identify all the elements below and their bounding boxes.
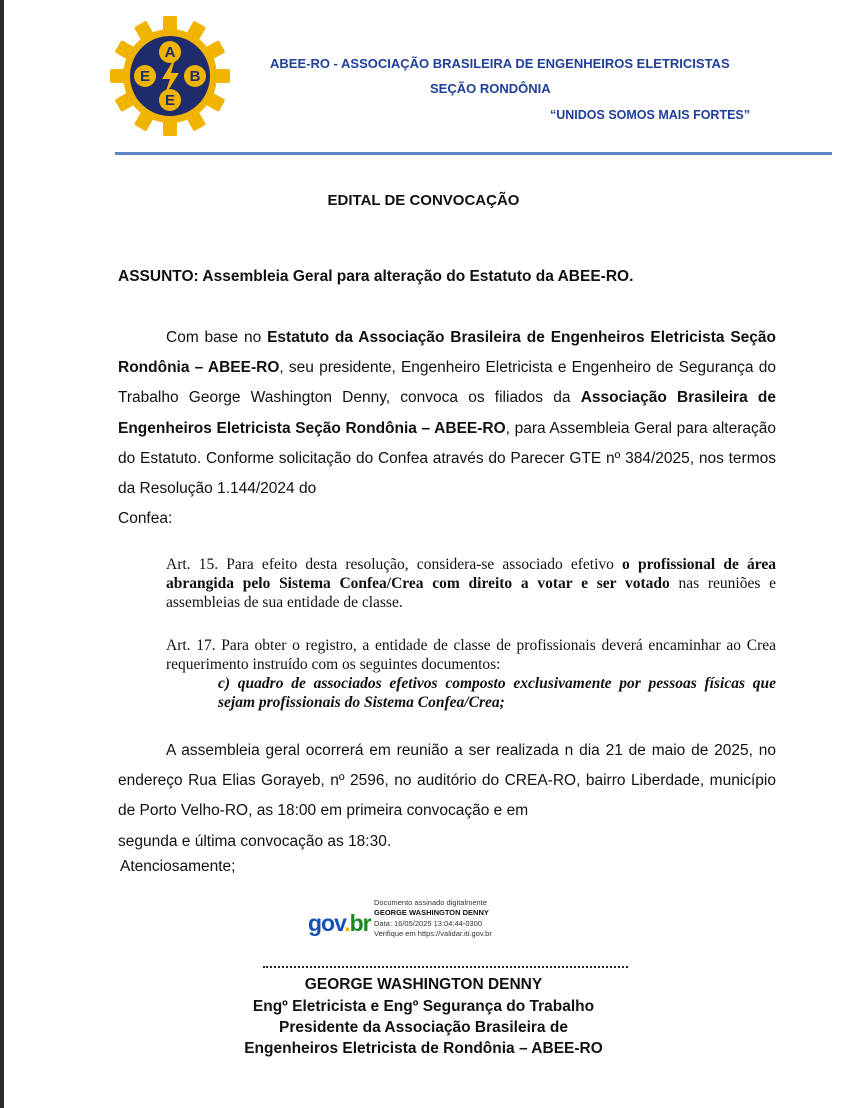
logo-letter-b: B [189,68,201,85]
signature-date: Data: 16/05/2025 13:04:44-0300 [374,918,483,928]
logo-letter-e-left: E [139,68,151,85]
convocation-paragraph [118,323,776,534]
signatory-title-line-2: Engenheiros Eletricista de Rondônia – ABEE-RO [244,1040,603,1057]
header-divider [115,152,832,155]
signature-dotted-line [263,966,628,968]
header-organization: ABEE-RO - ASSOCIAÇÃO BRASILEIRA DE ENGENHEIROS ELETRICISTAS [270,56,730,71]
quote2-italic-item: c) quadro de associados efetivos composto exclusivamente por pessoas físicas que sejam profissionais do Sistema Confea/Crea; [218,675,776,711]
header-section: SEÇÃO RONDÔNIA [430,81,551,96]
signature-caption: Documento assinado digitalmente [374,898,487,907]
digital-signature-details [374,898,492,939]
subject-line: ASSUNTO: Assembleia Geral para alteração do Estatuto da ABEE-RO. [118,268,634,285]
quote1-text-1: Art. 15. Para efeito desta resolução, considera-se associado efetivo [166,556,623,573]
paragraph1-text-2: , seu presidente, Engenheiro Eletricista e Engenheiro de Segurança do Trabalho George Washington Denny, convoca os filiados da [118,359,776,407]
paragraph1-bold-2: Associação Brasileira de Engenheiros Eletricista Seção Rondônia – ABEE-RO [118,389,776,437]
paragraph1-text-3: , para Assembleia Geral para alteração do Estatuto. Conforme solicitação do Confea através do Parecer GTE nº 384/2025, nos termos da Resolução 1.144/2024 do [118,419,776,498]
document-title: EDITAL DE CONVOCAÇÃO [327,192,520,209]
header-motto: “UNIDOS SOMOS MAIS FORTES” [550,108,751,122]
quote1-bold: o profissional de área abrangida pelo Sistema Confea/Crea com direito a votar e ser votado [166,556,776,592]
govbr-logo: gov.br [308,910,371,936]
paragraph2-text-1: A assembleia geral ocorrerá em reunião a ser realizada n dia 21 de maio de 2025, no endereço Rua Elias Gorayeb, nº 2596, no auditório do CREA-RO, bairro Liberdade, município de Porto Velho-RO, as 18:00 em primeira convocação e em [118,742,776,820]
meeting-paragraph [118,736,776,857]
paragraph1-text-4: Confea: [118,510,173,528]
quote2-text: Art. 17. Para obter o registro, a entidade de classe de profissionais deverá encaminhar ao Crea requerimento instruído com os seguintes documentos: [166,637,776,673]
paragraph1-bold-1: Estatuto da Associação Brasileira de Engenheiros Eletricista Seção Rondônia – ABEE-RO [118,329,777,377]
signatory-role: Engº Eletricista e Engº Segurança do Trabalho [252,998,595,1015]
logo-letter-a: A [164,44,176,61]
signature-verify-url: Verifique em https://validar.iti.gov.br [374,928,492,938]
signatory-name: GEORGE WASHINGTON DENNY [304,976,543,993]
logo-letter-e-bottom: E [164,92,176,109]
closing-salutation: Atenciosamente; [120,858,236,875]
signer-name: GEORGE WASHINGTON DENNY [374,908,489,918]
abee-logo [108,14,232,138]
paragraph2-text-2: segunda e última convocação as 18:30. [118,832,392,850]
quote-art-17 [166,636,776,712]
quote1-text-2: nas reuniões e assembleias de sua entidade de classe. [166,575,776,611]
page-left-border [0,0,4,1108]
digital-signature-stamp [308,898,548,948]
paragraph1-text-1: Com base no [166,329,268,346]
quote-art-15 [166,555,776,612]
signatory-title-line-1: Presidente da Associação Brasileira de [279,1019,568,1036]
